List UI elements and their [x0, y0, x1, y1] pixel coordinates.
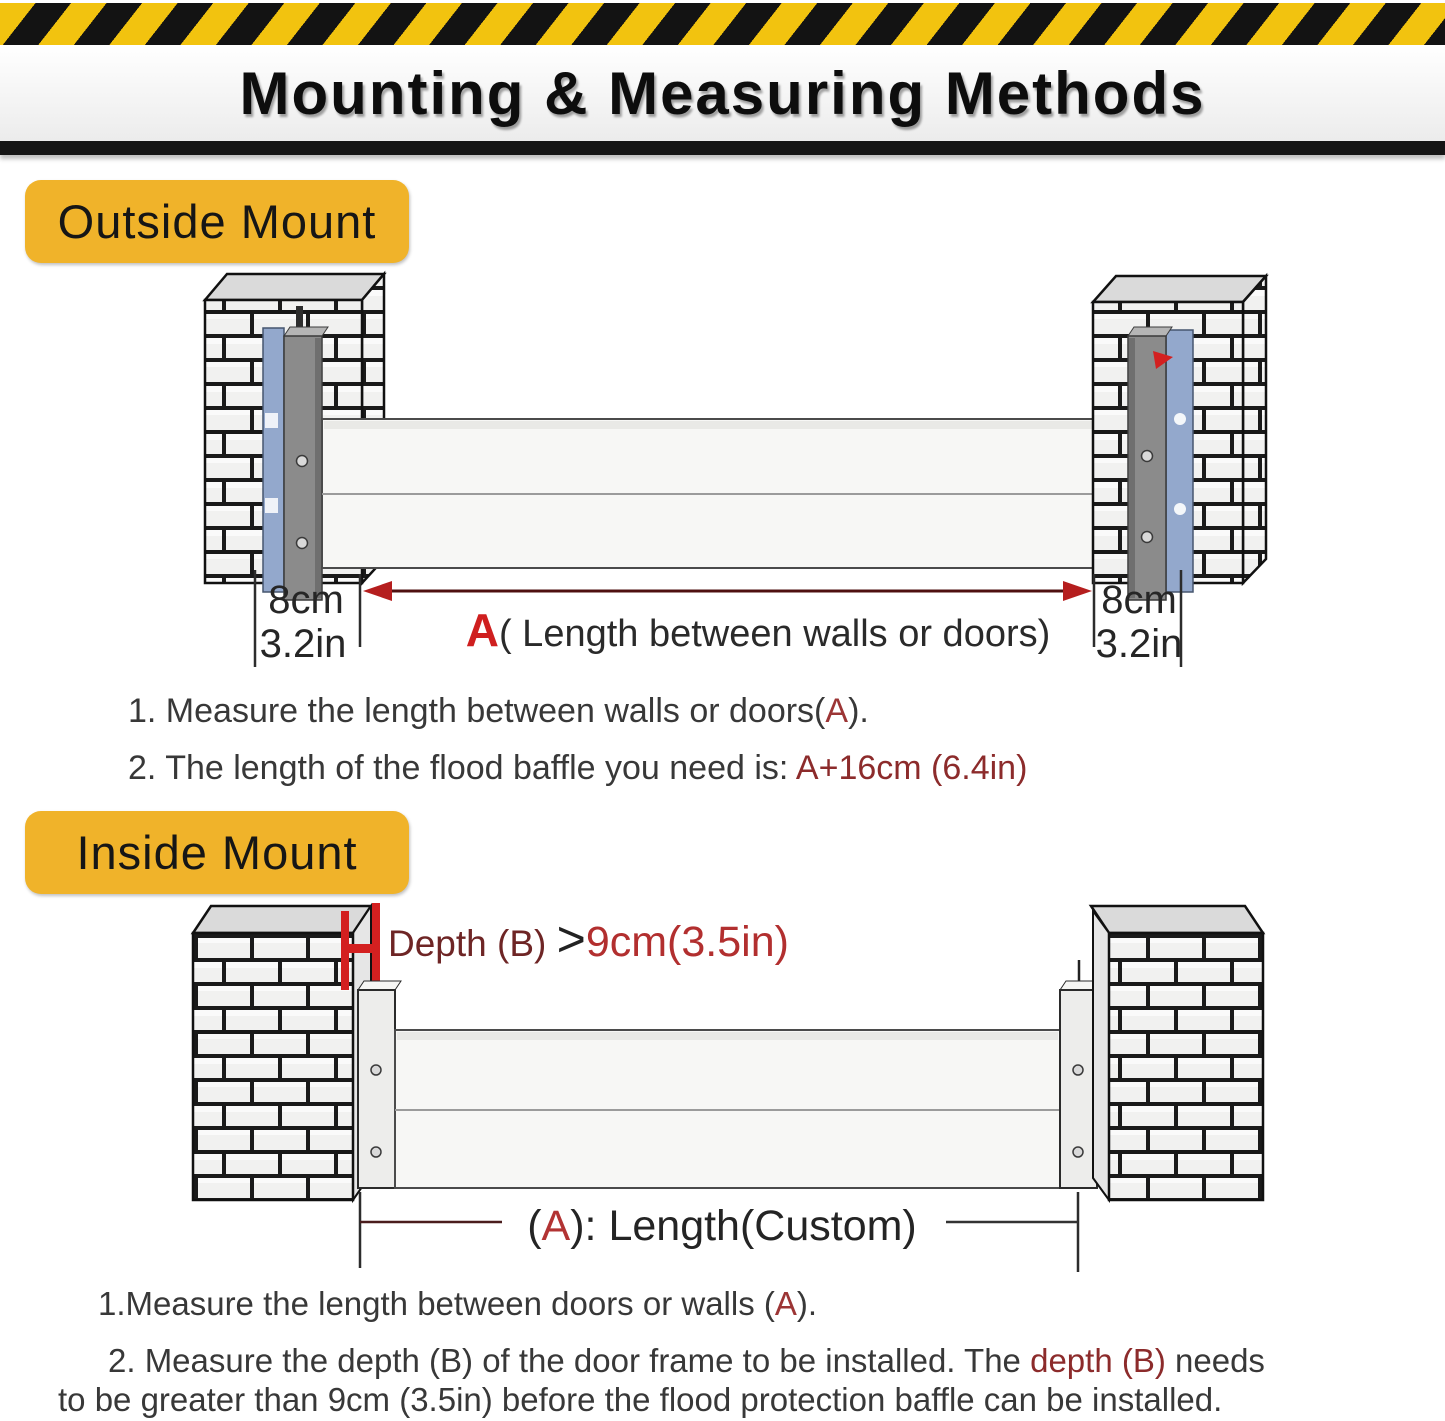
- inside-right-pillar: [1091, 906, 1263, 1200]
- span-label-letter: A: [465, 604, 499, 656]
- length-note-open: (: [527, 1202, 542, 1250]
- outside-step-1: [128, 690, 1027, 732]
- outside-left-mount-channel: [263, 306, 328, 600]
- step-text-segment: 2. The length of the flood baffle you need is:: [128, 749, 796, 787]
- step-depth-highlight: depth (B): [1030, 1342, 1166, 1379]
- outside-mount-diagram: [205, 274, 1266, 667]
- inside-mount-label-text: Inside Mount: [76, 826, 358, 879]
- screw-hole: [297, 538, 308, 549]
- step-letter-a: A: [825, 692, 849, 730]
- screw-hole: [371, 1065, 381, 1075]
- left-gap-cm: 8cm: [268, 578, 344, 622]
- depth-note-label: Depth (B): [388, 923, 557, 964]
- length-note: [527, 1202, 917, 1250]
- inside-dimensions: [360, 1192, 1078, 1272]
- inside-step-1: [58, 1284, 1265, 1323]
- screw-hole: [297, 456, 308, 467]
- right-gap-cm: 8cm: [1101, 578, 1177, 622]
- span-label-text: ( Length between walls or doors): [498, 613, 1051, 655]
- inside-mount-diagram: [193, 903, 1263, 1272]
- outside-mount-label-text: Outside Mount: [57, 195, 377, 248]
- arrow-right-icon: [1063, 581, 1092, 601]
- step-text-segment: 2. Measure the depth (B) of the door frame to be installed. The: [108, 1342, 1031, 1379]
- screw-hole: [371, 1147, 381, 1157]
- seal-strip: [263, 328, 284, 592]
- screw-hole: [1142, 532, 1153, 543]
- step-text-segment: ).: [796, 1285, 818, 1322]
- step-text-segment: needs: [1165, 1342, 1265, 1379]
- step-text-segment: ).: [848, 692, 869, 730]
- screw-hole: [1073, 1065, 1083, 1075]
- length-note-rest: ): Length(Custom): [570, 1202, 917, 1250]
- outside-right-mount-channel: [1128, 327, 1193, 600]
- inside-flood-barrier: [395, 1030, 1060, 1188]
- outside-mount-steps: [128, 690, 1027, 804]
- outside-flood-barrier: [322, 419, 1130, 568]
- depth-note-value: 9cm(3.5in): [585, 918, 789, 966]
- depth-note: [388, 911, 789, 967]
- seal-strip: [1166, 330, 1193, 592]
- inside-mount-steps: [58, 1284, 1265, 1419]
- screw-hole: [1142, 451, 1153, 462]
- span-label: [466, 604, 1051, 656]
- right-gap-in: 3.2in: [1095, 622, 1183, 666]
- outside-dimensions: [255, 570, 1182, 667]
- length-note-letter: A: [541, 1202, 571, 1250]
- outside-step-2: [128, 747, 1027, 789]
- screw-hole: [1073, 1147, 1083, 1157]
- step-letter-a: A: [774, 1285, 797, 1322]
- left-gap-in: 3.2in: [259, 622, 347, 666]
- greater-than-symbol: >: [556, 911, 586, 967]
- step-text-segment: 1. Measure the length between walls or doors(: [128, 692, 826, 730]
- step-text-segment: 1.Measure the length between doors or walls (: [98, 1285, 775, 1322]
- step-text-segment: to be greater than 9cm (3.5in) before the flood protection baffle can be installed.: [58, 1381, 1223, 1418]
- inside-step-2-continued: [58, 1380, 1265, 1419]
- inside-step-2: [58, 1341, 1265, 1380]
- step-formula: A+16cm (6.4in): [795, 749, 1028, 787]
- arrow-left-icon: [363, 581, 392, 601]
- page-title: Mounting & Measuring Methods: [239, 59, 1206, 127]
